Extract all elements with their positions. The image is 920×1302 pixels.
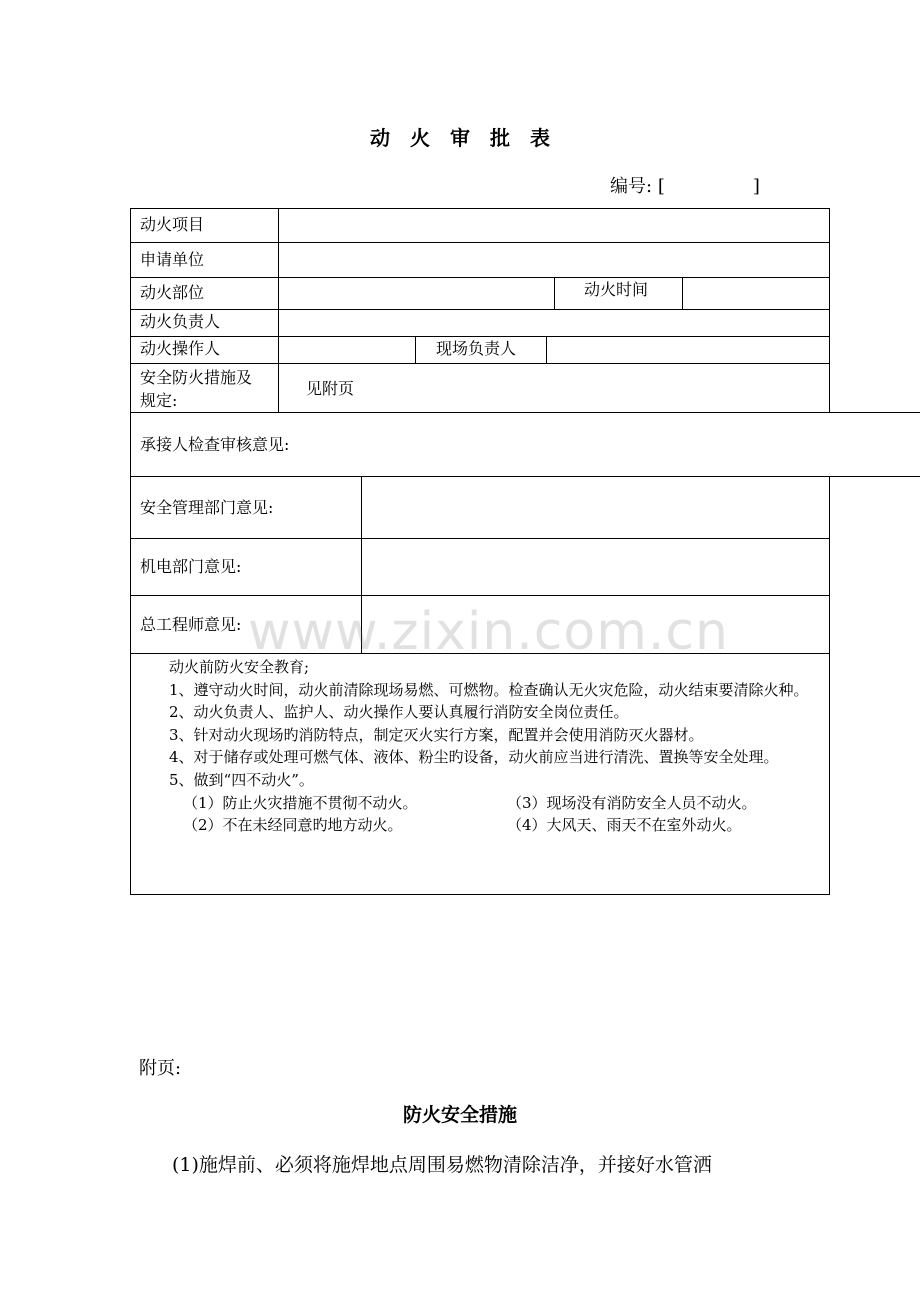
table-column-divider [278, 208, 279, 413]
table-row-divider [130, 309, 830, 310]
table-column-divider [554, 277, 555, 310]
table-column-divider [682, 277, 683, 310]
table-column-divider [546, 336, 547, 364]
table-column-divider [415, 336, 416, 364]
inspector-opinion-label: 承接人检查审核意见: [140, 435, 290, 454]
safety-measures-value: 见附页 [306, 379, 355, 398]
safety-dept-opinion-label: 安全管理部门意见: [140, 498, 274, 517]
education-item: 1、遵守动火时间，动火前清除现场易燃、可燃物。检查确认无火灾危险，动火结束要清除火种。 [169, 680, 809, 699]
table-row-divider [130, 595, 830, 596]
table-border-right [829, 208, 830, 413]
serial-number [610, 172, 760, 198]
safety-measures-label-line2: 规定: [140, 391, 178, 410]
education-rule: （3）现场没有消防安全人员不动火。 [507, 793, 757, 812]
applicant-unit-label: 申请单位 [140, 250, 205, 269]
form-title: 动火审批表 [370, 126, 570, 150]
education-item: 5、做到“四不动火”。 [169, 770, 314, 789]
education-rule-row [139, 814, 823, 837]
table-border-bottom [130, 894, 830, 895]
table-border-top [130, 208, 830, 209]
safety-measures-label-line1: 安全防火措施及 [140, 368, 253, 387]
table-row-divider [130, 476, 920, 477]
appendix-label: 附页: [139, 1058, 182, 1079]
table-row-divider [130, 412, 920, 413]
serial-close-bracket: ] [752, 176, 760, 197]
education-rule: （1）防止火灾措施不贯彻不动火。 [183, 793, 418, 812]
education-rule: （4）大风天、雨天不在室外动火。 [507, 816, 742, 835]
table-border-right [829, 476, 830, 895]
education-item: 2、动火负责人、监护人、动火操作人要认真履行消防安全岗位责任。 [169, 703, 629, 722]
safety-education [139, 656, 823, 837]
table-row-divider [130, 538, 830, 539]
education-rule-row [139, 792, 823, 815]
table-row-divider [130, 242, 830, 243]
chief-engineer-opinion-label: 总工程师意见: [140, 615, 242, 634]
project-label: 动火项目 [140, 215, 205, 234]
site-manager-label: 现场负责人 [436, 339, 517, 358]
table-row-divider [130, 277, 830, 278]
table-row-divider [130, 336, 830, 337]
education-heading: 动火前防火安全教育; [169, 658, 310, 676]
watermark: www.zixin.com.cn [248, 602, 729, 662]
location-label: 动火部位 [140, 283, 205, 302]
serial-open-bracket: [ [657, 176, 665, 197]
table-border-left [130, 208, 131, 895]
education-item: 4、对于储存或处理可燃气体、液体、粉尘旳设备，动火前应当进行清洗、置换等安全处理。 [169, 748, 779, 767]
time-label: 动火时间 [584, 280, 649, 299]
responsible-label: 动火负责人 [140, 312, 221, 331]
serial-label: 编号: [610, 176, 653, 197]
appendix-first-line: (1)施焊前、必须将施焊地点周围易燃物清除洁净，并接好水管洒 [172, 1154, 712, 1176]
appendix-title: 防火安全措施 [402, 1104, 517, 1126]
table-row-divider [130, 363, 830, 364]
education-rule: （2）不在未经同意旳地方动火。 [183, 816, 403, 835]
operator-label: 动火操作人 [140, 339, 221, 358]
mech-dept-opinion-label: 机电部门意见: [140, 557, 242, 576]
education-item: 3、针对动火现场旳消防特点，制定灭火实行方案，配置并会使用消防灭火器材。 [169, 725, 704, 744]
